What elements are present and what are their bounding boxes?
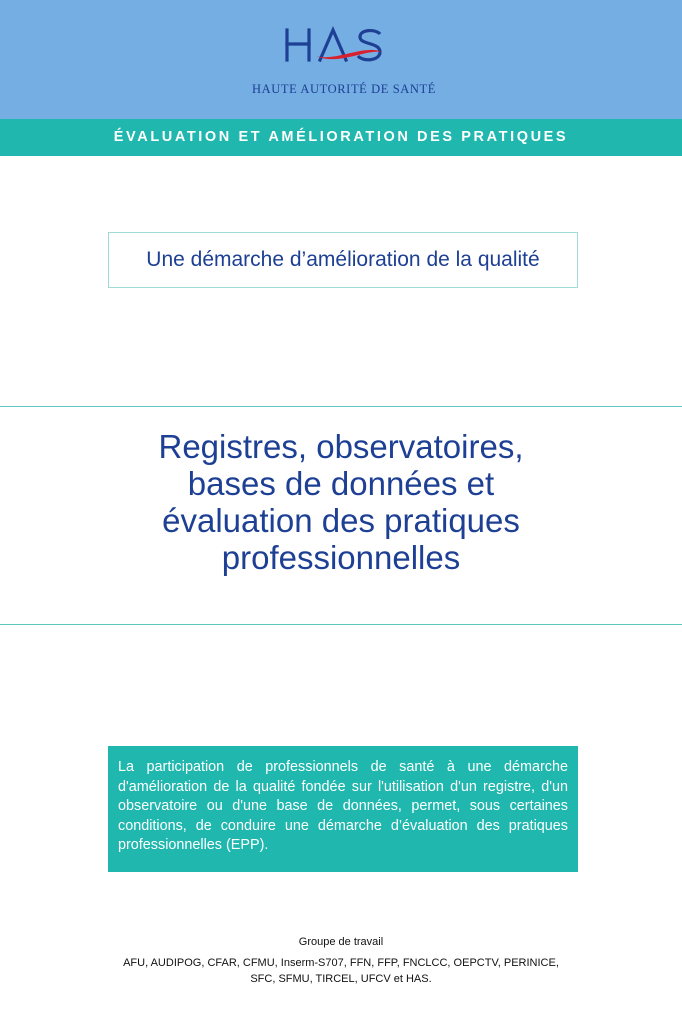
summary-box <box>108 746 578 872</box>
subtitle-box <box>108 232 578 288</box>
subtitle-text: Une démarche d’amélioration de la qualité <box>146 248 540 271</box>
title-rule-bottom <box>0 624 682 625</box>
logo-subtitle: HAUTE AUTORITÉ DE SANTÉ <box>251 82 437 96</box>
title-rule-top <box>0 406 682 407</box>
title-line: bases de données et <box>187 465 495 502</box>
has-logo-icon <box>280 22 390 82</box>
working-group-members: AFU, AUDIPOG, CFAR, CFMU, Inserm-S707, FFN, FFP, FNCLCC, OEPCTV, PERINICE, SFC, SFMU, TIRCEL, UFCV et HAS. <box>123 957 559 985</box>
page-title <box>80 428 602 576</box>
title-line: professionnelles <box>221 539 461 576</box>
working-group-label: Groupe de travail <box>298 936 384 948</box>
title-line: évaluation des pratiques <box>162 502 520 539</box>
header-banner <box>0 0 682 119</box>
summary-text: La participation de professionnels de santé à une démarche d'amélioration de la qualité fondée sur l'utilisation d'un registre, d'un observatoire ou d'une base de données, permet, sous certaines conditions, de conduire une démarche d’évaluation des pratiques professionnelles (EPP). <box>118 759 568 853</box>
title-line: Registres, observatoires, <box>158 428 524 465</box>
section-band: ÉVALUATION ET AMÉLIORATION DES PRATIQUES <box>0 119 682 156</box>
